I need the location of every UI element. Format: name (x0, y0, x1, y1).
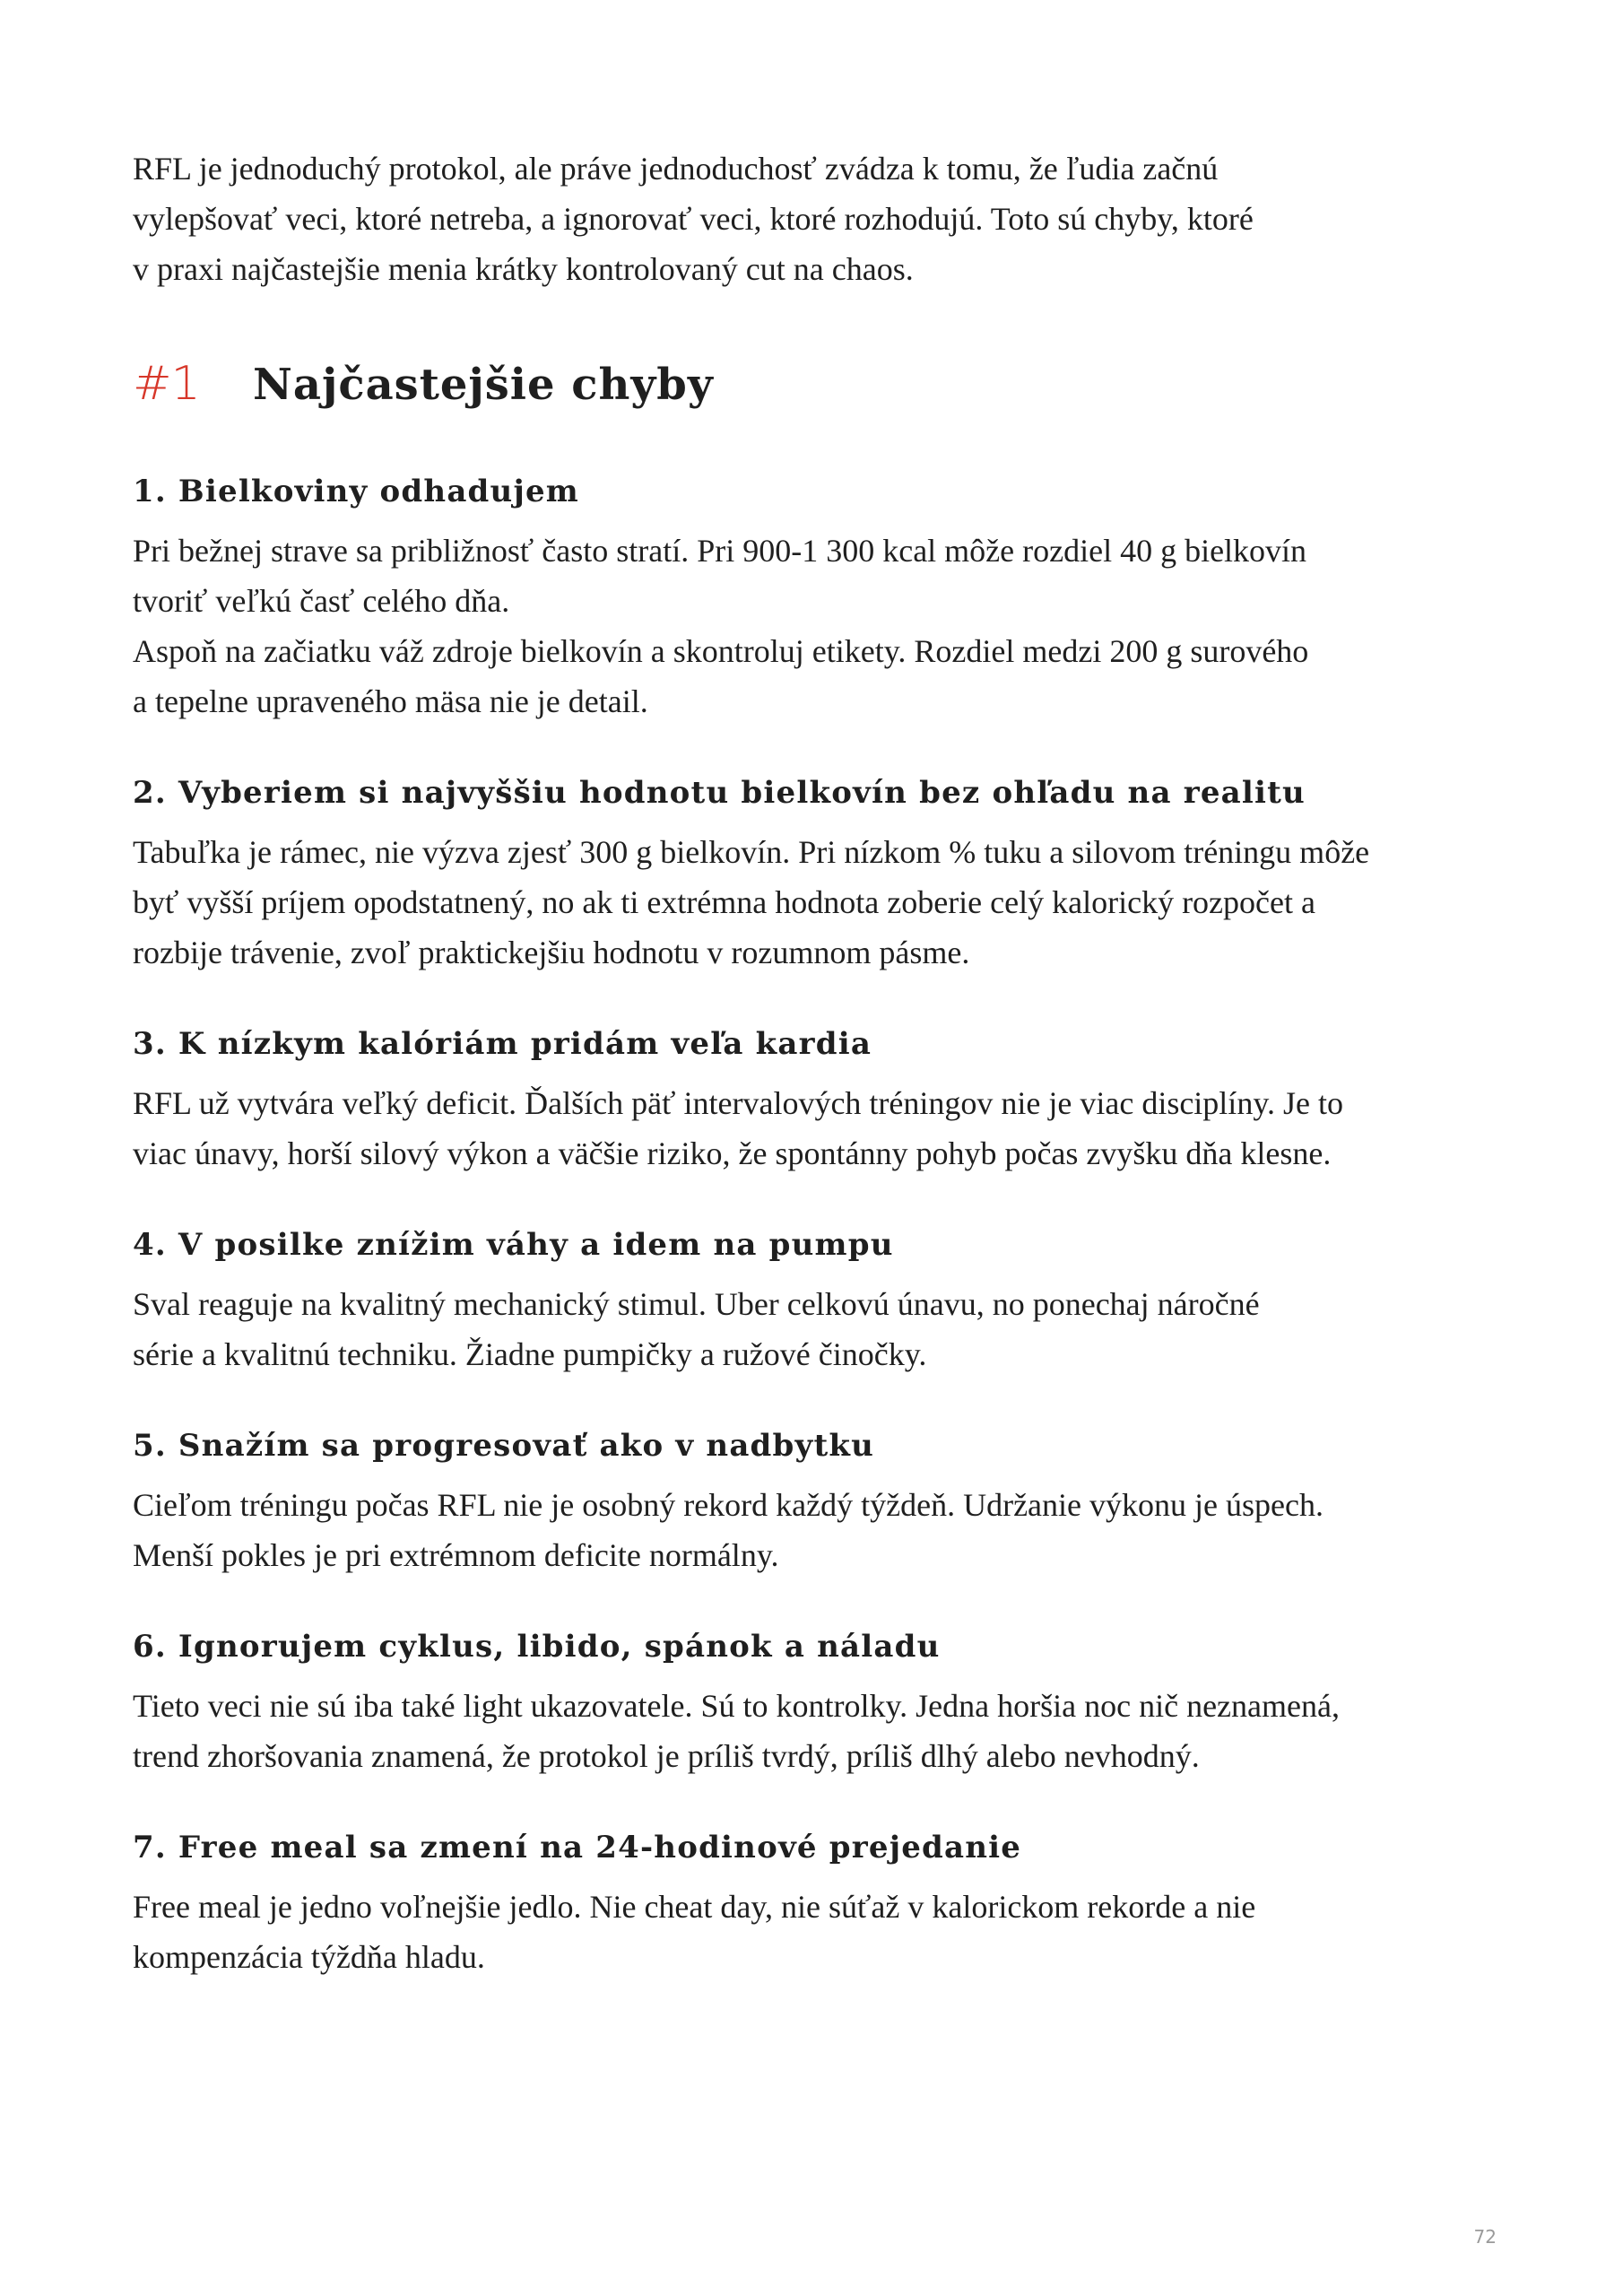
item-title: 2. Vyberiem si najvyššiu hodnotu bielkovín bez ohľadu na realitu (133, 775, 1306, 811)
item-text: Tieto veci nie sú iba také light ukazovatele. Sú to kontrolky. Jedna horšia noc nič neznamená, trend zhoršovania znamená, že protokol je príliš tvrdý, príliš dlhý alebo nevhodný. (133, 1688, 1340, 1774)
item-title: 4. V posilke znížim váhy a idem na pumpu (133, 1227, 894, 1263)
list-item (133, 771, 1514, 978)
item-title: 1. Bielkoviny odhadujem (133, 474, 579, 509)
section-heading (133, 357, 1514, 411)
intro-paragraph: RFL je jednoduchý protokol, ale práve jednoduchosť zvádza k tomu, že ľudia začnú vylepšovať veci, ktoré netreba, a ignorovať veci, ktoré rozhodujú. Toto sú chyby, ktoré v praxi najčastejšie menia krátky kontrolovaný cut na chaos. (133, 151, 1254, 287)
page-content (133, 144, 1514, 1982)
item-title: 3. K nízkym kalóriám pridám veľa kardia (133, 1026, 872, 1062)
item-text: Cieľom tréningu počas RFL nie je osobný rekord každý týždeň. Udržanie výkonu je úspech. Menší pokles je pri extrémnom deficite normálny. (133, 1487, 1324, 1573)
section-number: #1 (133, 357, 200, 411)
item-text: Sval reaguje na kvalitný mechanický stimul. Uber celkovú únavu, no ponechaj náročné série a kvalitnú techniku. Žiadne pumpičky a ružové činočky. (133, 1286, 1260, 1372)
list-item (133, 1826, 1514, 1982)
item-text: Free meal je jedno voľnejšie jedlo. Nie cheat day, nie súťaž v kalorickom rekorde a nie kompenzácia týždňa hladu. (133, 1889, 1256, 1975)
list-item (133, 1625, 1514, 1781)
item-title: 6. Ignorujem cyklus, libido, spánok a náladu (133, 1629, 941, 1665)
list-item (133, 1424, 1514, 1580)
page-number: 72 (1473, 2226, 1497, 2248)
item-title: 7. Free meal sa zmení na 24-hodinové prejedanie (133, 1830, 1022, 1866)
list-item (133, 470, 1514, 726)
list-item (133, 1022, 1514, 1178)
item-text: RFL už vytvára veľký deficit. Ďalších päť intervalových tréningov nie je viac disciplíny. Je to viac únavy, horší silový výkon a väčšie riziko, že spontánny pohyb počas zvyšku dňa klesne. (133, 1085, 1343, 1171)
section-title: Najčastejšie chyby (253, 360, 714, 410)
item-text: Tabuľka je rámec, nie výzva zjesť 300 g bielkovín. Pri nízkom % tuku a silovom tréningu môže byť vyšší príjem opodstatnený, no ak ti extrémna hodnota zoberie celý kalorický rozpočet a rozbije trávenie, zvoľ praktickejšiu hodnotu v rozumnom pásme. (133, 834, 1370, 970)
list-item (133, 1223, 1514, 1379)
item-title: 5. Snažím sa progresovať ako v nadbytku (133, 1428, 875, 1464)
item-text: Pri bežnej strave sa približnosť často stratí. Pri 900-1 300 kcal môže rozdiel 40 g bielkovín tvoriť veľkú časť celého dňa. Aspoň na začiatku váž zdroje bielkovín a skontroluj etikety. Rozdiel medzi 200 g surového a tepelne upraveného mäsa nie je detail. (133, 533, 1309, 719)
